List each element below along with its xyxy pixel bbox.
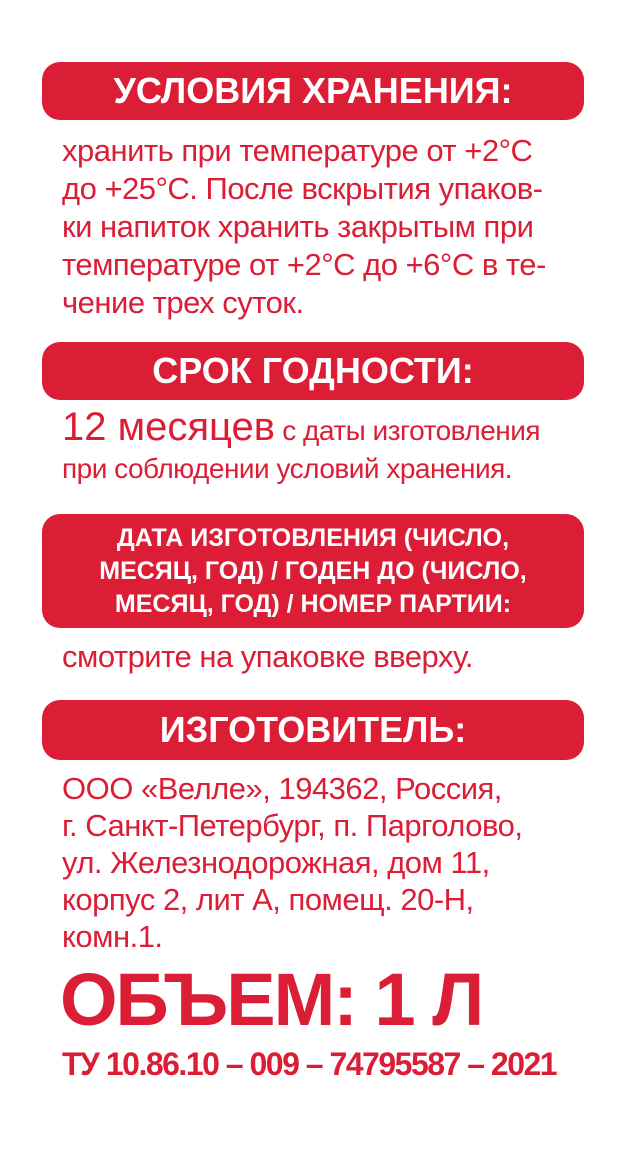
storage-line: ки напиток хранить закрытым при [62,209,534,244]
shelf-life-heading-text: СРОК ГОДНОСТИ: [152,350,474,391]
shelf-life-text [62,405,602,488]
manufacturer-heading [42,700,584,760]
storage-conditions-heading [42,62,584,120]
manufacturer-address [62,770,602,955]
production-date-heading-line: ДАТА ИЗГОТОВЛЕНИЯ (ЧИСЛО, [116,523,510,552]
storage-line: хранить при температуре от +2°С [62,133,533,168]
storage-line: температуре от +2°С до +6°С в те- [62,247,546,282]
volume-label: ОБЪЕМ: 1 Л [60,958,483,1041]
production-date-note: смотрите на упаковке вверху. [62,639,473,674]
storage-line: до +25°С. После вскрытия упаков- [62,171,543,206]
shelf-life-heading [42,342,584,400]
shelf-life-line-2: при соблюдении условий хранения. [62,453,513,484]
address-line: корпус 2, лит А, помещ. 20-Н, [62,882,474,917]
manufacturer-heading-text: ИЗГОТОВИТЕЛЬ: [159,709,467,750]
shelf-life-line-1 [62,405,602,450]
storage-conditions-text [62,132,602,322]
shelf-life-value: 12 месяцев [62,405,275,449]
address-line: ООО «Велле», 194362, Россия, [62,771,502,806]
storage-conditions-heading-text: УСЛОВИЯ ХРАНЕНИЯ: [113,70,513,111]
technical-standard: ТУ 10.86.10 – 009 – 74795587 – 2021 [62,1046,557,1082]
shelf-life-from-date: с даты изготовления [274,415,541,446]
address-line: комн.1. [62,919,163,954]
address-line: ул. Железнодорожная, дом 11, [62,845,490,880]
production-date-heading-line: МЕСЯЦ, ГОД) / НОМЕР ПАРТИИ: [114,589,512,618]
production-date-heading-line: МЕСЯЦ, ГОД) / ГОДЕН ДО (ЧИСЛО, [99,556,527,585]
address-line: г. Санкт-Петербург, п. Парголово, [62,808,523,843]
production-date-heading [42,514,584,628]
production-date-text [62,638,602,676]
storage-line: чение трех суток. [62,285,304,320]
